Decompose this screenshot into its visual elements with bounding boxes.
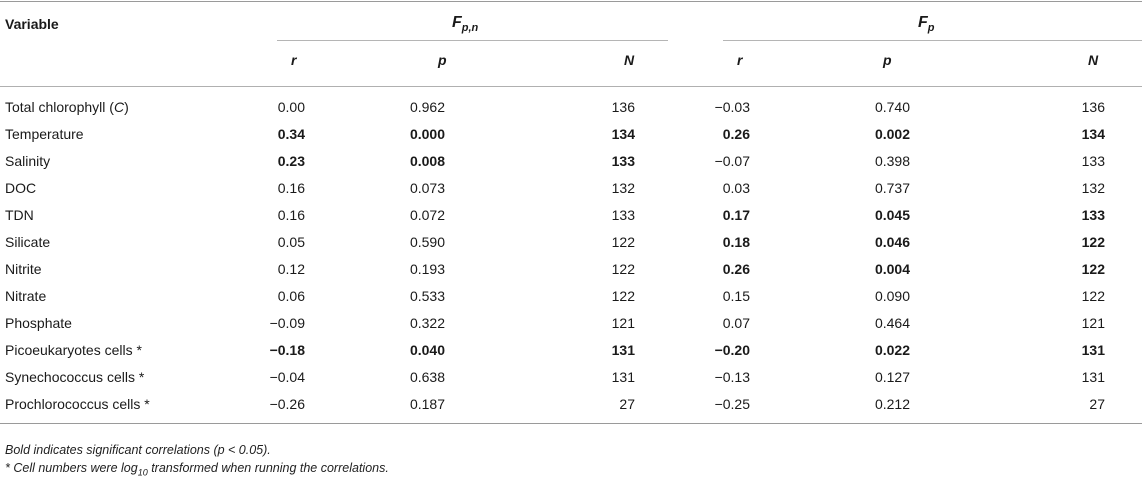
row-label: DOC [5, 180, 37, 196]
cell-n-fpn: 122 [611, 234, 635, 250]
cell-r-fp: 0.07 [722, 315, 750, 331]
cell-n-fp: 121 [1081, 315, 1105, 331]
cell-r-fp: 0.18 [722, 234, 750, 250]
cell-p-fp: 0.127 [874, 369, 910, 385]
cell-n-fpn: 121 [611, 315, 635, 331]
cell-p-fp: 0.737 [874, 180, 910, 196]
cell-n-fp: 134 [1081, 126, 1105, 142]
row-label: Silicate [5, 234, 51, 250]
cell-r-fp: 0.26 [722, 261, 750, 277]
table-header-rule [0, 86, 1142, 87]
cell-p-fp: 0.464 [874, 315, 910, 331]
row-label: Nitrite [5, 261, 42, 277]
footnote-log: * Cell numbers were $\log_{10}$ transformed when running the correlations. [5, 461, 389, 478]
cell-n-fp: 136 [1081, 99, 1105, 115]
cell-r-fpn: 0.34 [277, 126, 305, 142]
table-bottom-rule [0, 423, 1142, 424]
cell-r-fpn: 0.00 [277, 99, 305, 115]
cell-n-fp: 131 [1081, 342, 1105, 358]
cell-p-fpn: 0.590 [409, 234, 445, 250]
row-label: Salinity [5, 153, 51, 169]
header-p-2: p [883, 52, 892, 68]
header-n-2: N [1088, 52, 1099, 68]
cell-p-fp: 0.740 [874, 99, 910, 115]
cell-p-fp: 0.398 [874, 153, 910, 169]
cell-r-fp: 0.15 [722, 288, 750, 304]
cell-r-fp: 0.17 [722, 207, 750, 223]
cell-p-fp: 0.045 [874, 207, 910, 223]
cell-n-fpn: 133 [611, 153, 635, 169]
cell-n-fp: 122 [1081, 234, 1105, 250]
cell-r-fpn: −0.09 [269, 315, 305, 331]
cell-n-fp: 133 [1081, 207, 1105, 223]
cell-n-fpn: 27 [619, 396, 635, 412]
cell-r-fpn: 0.06 [277, 288, 305, 304]
cell-p-fpn: 0.193 [409, 261, 445, 277]
cell-r-fpn: 0.16 [277, 180, 305, 196]
cell-r-fpn: 0.23 [277, 153, 305, 169]
row-label: Picoeukaryotes cells * [5, 342, 142, 358]
cell-p-fpn: 0.187 [409, 396, 445, 412]
cell-p-fpn: 0.040 [409, 342, 445, 358]
cell-p-fp: 0.046 [874, 234, 910, 250]
cell-p-fp: 0.022 [874, 342, 910, 358]
header-group-fpn: $F_{p,n}$ [452, 14, 479, 35]
cell-p-fpn: 0.322 [409, 315, 445, 331]
cell-n-fpn: 131 [611, 342, 635, 358]
cell-n-fp: 133 [1081, 153, 1105, 169]
cell-r-fpn: −0.18 [269, 342, 305, 358]
cell-n-fpn: 122 [611, 288, 635, 304]
cell-r-fp: 0.26 [722, 126, 750, 142]
cell-r-fp: 0.03 [722, 180, 750, 196]
cell-n-fpn: 122 [611, 261, 635, 277]
cell-p-fpn: 0.000 [409, 126, 445, 142]
group1-rule [277, 40, 668, 41]
cell-r-fpn: 0.05 [277, 234, 305, 250]
row-label: TDN [5, 207, 34, 223]
cell-n-fp: 27 [1089, 396, 1105, 412]
header-group-fp: $F_p$ [918, 14, 935, 35]
cell-p-fpn: 0.533 [409, 288, 445, 304]
table-top-rule [0, 1, 1142, 2]
cell-r-fp: −0.20 [714, 342, 750, 358]
cell-p-fpn: 0.638 [409, 369, 445, 385]
header-variable: Variable [5, 16, 59, 32]
cell-n-fp: 131 [1081, 369, 1105, 385]
cell-p-fp: 0.212 [874, 396, 910, 412]
cell-r-fpn: −0.04 [269, 369, 305, 385]
cell-n-fpn: 131 [611, 369, 635, 385]
row-label: Synechococcus cells * [5, 369, 145, 385]
cell-p-fpn: 0.962 [409, 99, 445, 115]
row-label: Nitrate [5, 288, 47, 304]
cell-r-fpn: −0.26 [269, 396, 305, 412]
cell-p-fp: 0.002 [874, 126, 910, 142]
cell-n-fp: 122 [1081, 261, 1105, 277]
cell-r-fp: −0.25 [714, 396, 750, 412]
cell-p-fpn: 0.073 [409, 180, 445, 196]
cell-p-fp: 0.090 [874, 288, 910, 304]
cell-r-fp: −0.07 [714, 153, 750, 169]
cell-r-fpn: 0.16 [277, 207, 305, 223]
cell-n-fp: 132 [1081, 180, 1105, 196]
row-label: Prochlorococcus cells * [5, 396, 150, 412]
footnote-bold: Bold indicates significant correlations (p < 0.05). [5, 443, 271, 457]
cell-p-fp: 0.004 [874, 261, 910, 277]
row-label: Phosphate [5, 315, 72, 331]
cell-r-fpn: 0.12 [277, 261, 305, 277]
cell-n-fpn: 136 [611, 99, 635, 115]
cell-p-fpn: 0.008 [409, 153, 445, 169]
header-r-2: r [737, 52, 743, 68]
row-label: Temperature [5, 126, 84, 142]
cell-n-fpn: 134 [611, 126, 635, 142]
cell-n-fpn: 133 [611, 207, 635, 223]
header-n-1: N [624, 52, 635, 68]
cell-n-fpn: 132 [611, 180, 635, 196]
cell-p-fpn: 0.072 [409, 207, 445, 223]
cell-r-fp: −0.13 [714, 369, 750, 385]
cell-n-fp: 122 [1081, 288, 1105, 304]
header-r-1: r [291, 52, 297, 68]
row-label: Total chlorophyll (C) [5, 99, 129, 115]
header-p-1: p [438, 52, 447, 68]
group2-rule [723, 40, 1142, 41]
cell-r-fp: −0.03 [714, 99, 750, 115]
